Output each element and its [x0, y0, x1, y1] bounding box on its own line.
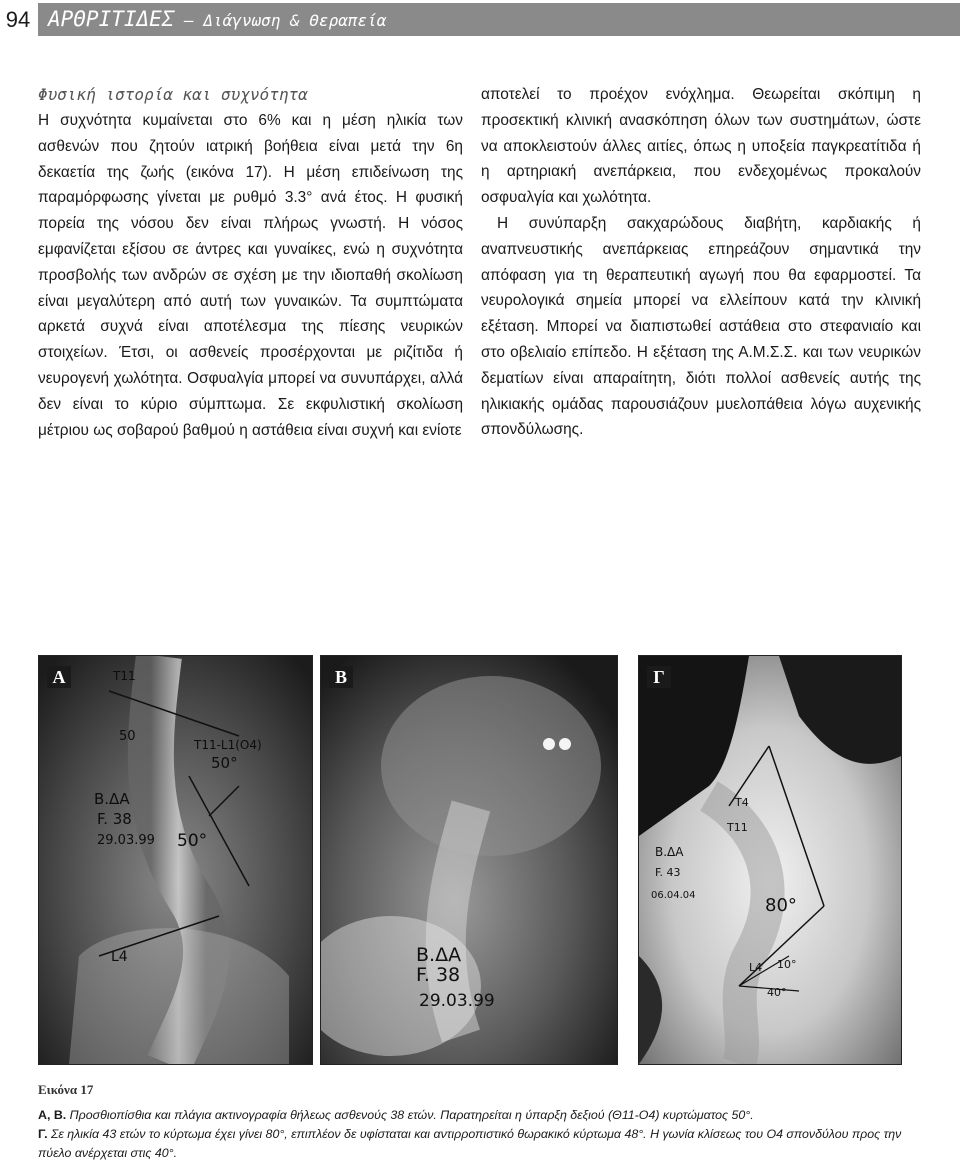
section-title: Φυσική ιστορία και συχνότητα [38, 85, 308, 104]
xray-annotation: 10° [777, 958, 797, 971]
xray-annotation: L4 [749, 961, 763, 974]
figure-caption [38, 1106, 918, 1163]
xray-annotation: 40° [767, 986, 787, 999]
panel-letter-a: Α [47, 666, 71, 688]
xray-figure [0, 655, 960, 1065]
figure-label: Εικόνα 17 [38, 1082, 94, 1097]
xray-annotation: 50 [119, 729, 136, 744]
caption-text-c: Σε ηλικία 43 ετών το κύρτωμα έχει γίνει 80°, επιπλέον δε υφίσταται και αντιρροπιστικό θωρακικό κύρτωμα 48°. Η γωνία κλίσεως του Ο4 σπονδύλου προς την πύελο ανέρχεται στις 40°. [38, 1127, 902, 1160]
xray-panel-a [38, 655, 313, 1065]
xray-image-b [321, 656, 617, 1064]
xray-annotation: Τ4 [735, 796, 749, 809]
xray-annotation: Β.ΔΑ [655, 845, 684, 859]
caption-lead-c: Γ. [38, 1127, 48, 1141]
page-number: 94 [5, 7, 31, 32]
xray-annotation: 29.03.99 [97, 833, 155, 848]
caption-text-ab: Προσθιοπίσθια και πλάγια ακτινογραφία θήλεως ασθενούς 38 ετών. Παρατηρείται η ύπαρξη δεξιού (Θ11-Ο4) κυρτώματος 50°. [66, 1108, 754, 1122]
left-text-column [38, 82, 463, 443]
xray-annotation: L4 [111, 949, 128, 965]
caption-lead-ab: Α, Β. [38, 1108, 67, 1122]
xray-annotation: Τ11-L1(Ο4) [194, 738, 262, 752]
xray-annotation: 06.04.04 [651, 890, 696, 901]
xray-panel-b [320, 655, 618, 1065]
xray-annotation: Β.ΔΑ [94, 790, 130, 808]
caption-line-ab [38, 1106, 918, 1125]
xray-annotation: Β.ΔΑ [416, 944, 462, 966]
caption-line-c [38, 1125, 918, 1163]
xray-annotation: Τ11 [113, 669, 136, 683]
panel-letter-c: Γ [647, 666, 671, 688]
chapter-title: ΑΡΘΡΙΤΙΔΕΣ [48, 7, 175, 31]
xray-annotation: F. 43 [655, 866, 681, 879]
body-paragraph: Η συχνότητα κυμαίνεται στο 6% και η μέση ηλικία των ασθενών που ζητούν ιατρική βοήθεια είναι μετά την 6η δεκαετία της ζωής (εικόνα 17). Η μέση επιδείνωση της παραμόρφωσης γίνεται με ρυθμό 3.3° ανά έτος. Η φυσική πορεία της νόσου δεν είναι πλήρως γνωστή. Η νόσος εμφανίζεται εξίσου σε άντρες και γυναίκες, ενώ η συχνότητα προσβολής των ανδρών σε σχέση με την ιδιοπαθή σκολίωση είναι μεγαλύτερη από αυτή των γυναικών. Τα συμπτώματα αρκετά συχνά είναι αποτέλεσμα της πίεσης νευρικών στοιχείων. Έτσι, οι ασθενείς προσέρχονται με ριζίτιδα ή νευρογενή χωλότητα. Οσφυαλγία μπορεί να συνυπάρχει, αλλά δεν είναι το κύριο σύμπτωμα. Σε εκφυλιστική σκολίωση μέτριου ως σοβαρού βαθμού η αστάθεια είναι συχνή και ενίοτε [38, 112, 463, 439]
xray-annotation: 29.03.99 [419, 991, 495, 1011]
xray-panel-c [638, 655, 902, 1065]
xray-image-a [39, 656, 312, 1064]
xray-annotation: 50° [211, 754, 238, 772]
chapter-subtitle: – Διάγνωση & Θεραπεία [174, 11, 387, 30]
xray-annotation: 80° [765, 895, 797, 916]
panel-letter-b: Β [329, 666, 353, 688]
body-paragraph: Η συνύπαρξη σακχαρώδους διαβήτη, καρδιακής ή αναπνευστικής ανεπάρκειας επηρεάζουν σημαντικά την απόφαση για τη θεραπευτική αγωγή που θα εφαρμοστεί. Τα νευρολογικά σημεία μπορεί να ελλείπουν κατά την κλινική εξέταση. Μπορεί να διαπιστωθεί αστάθεια στο στεφανιαίο και στο οβελιαίο επίπεδο. Η εξέταση της Α.Μ.Σ.Σ. και των νευρικών δεματίων είναι απαραίτητη, διότι πολλοί ασθενείς αυτής της ηλικιακής ομάδας παρουσιάζουν μυελοπάθεια λόγω αυχενικής σπονδύλωσης. [481, 214, 921, 439]
xray-annotation: 50° [177, 831, 208, 851]
xray-annotation: Τ11 [727, 821, 748, 834]
body-paragraph: αποτελεί το προέχον ενόχλημα. Θεωρείται σκόπιμη η προσεκτική κλινική ανασκόπηση όλων των συστημάτων, ώστε να αποκλειστούν άλλες αιτίες, όπως η υποξεία παγκρεατίτιδα ή η αρτηριακή ανεπάρκεια, που ενδεχομένως προκαλούν οσφυαλγία και χωλότητα. [481, 86, 921, 207]
right-text-column [481, 82, 921, 443]
xray-annotation: F. 38 [97, 810, 132, 828]
chapter-header-bar [38, 3, 960, 36]
xray-annotation: F. 38 [416, 964, 461, 986]
page-header [0, 0, 960, 40]
xray-image-c [639, 656, 901, 1064]
